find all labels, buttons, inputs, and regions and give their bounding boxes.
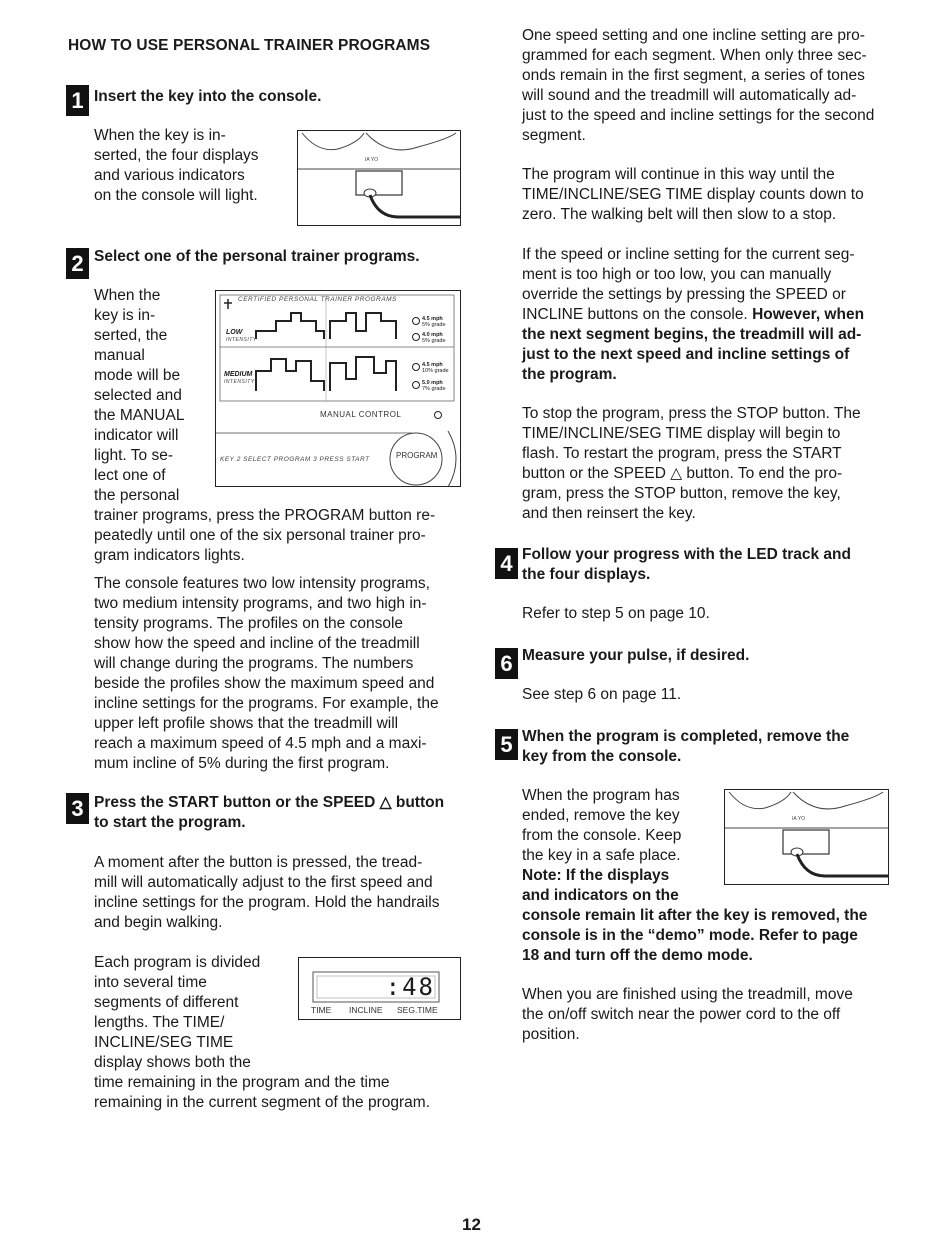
step-6-title: Measure your pulse, if desired. bbox=[522, 647, 750, 664]
page-heading: HOW TO USE PERSONAL TRAINER PROGRAMS bbox=[68, 37, 431, 54]
readout-3: 4.5 mph 10% grade bbox=[422, 362, 449, 374]
medium-label: MEDIUM bbox=[224, 371, 253, 378]
page-number: 12 bbox=[462, 1215, 481, 1234]
step-5-wrap-text: When the program has ended, remove the key from the console. Keep the key in a safe place. Note: If the displays and indicators on the bbox=[522, 787, 682, 904]
step-2-paragraph-2: The console features two low intensity programs, two medium intensity programs, and two high in- tensity programs. The profiles on the console show how the speed and incline of the treadmill will change during the programs. The numbers beside the profiles show the maximum speed and incline settings for the programs. For example, the upper left profile shows that the treadmill will reach a maximum speed of 4.5 mph and a maxi- mum incline of 5% during the first program. bbox=[94, 575, 439, 772]
low-intensity-label: INTENSITY bbox=[226, 337, 257, 343]
display-label-time: TIME bbox=[311, 1005, 332, 1015]
key-console-figure-2 bbox=[724, 789, 889, 885]
key-label-2: IA YO bbox=[792, 816, 805, 822]
right-paragraph-4: To stop the program, press the STOP button. The TIME/INCLINE/SEG TIME display will begin to flash. To restart the program, press the START button or the SPEED △ button. To end the pro- gram, press the STOP button, remove the key, and then reinsert the key. bbox=[522, 405, 861, 522]
step-4-text: Refer to step 5 on page 10. bbox=[522, 605, 710, 622]
step-1-text: When the key is in- serted, the four displays and various indicators on the console will light. bbox=[94, 127, 259, 204]
step-3-badge: 3 bbox=[66, 793, 89, 824]
key-hint-label: KEY 2 SELECT PROGRAM 3 PRESS START bbox=[220, 456, 370, 463]
key-illustration-2 bbox=[725, 790, 888, 884]
step-3-title: Press the START button or the SPEED △ button to start the program. bbox=[94, 794, 445, 831]
step-2-badge: 2 bbox=[66, 248, 89, 279]
step-4-title: Follow your progress with the LED track and the four displays. bbox=[522, 546, 851, 583]
readout-4: 5.0 mph 7% grade bbox=[422, 380, 446, 392]
low-label: LOW bbox=[226, 329, 243, 336]
step-2-continued-text: trainer programs, press the PROGRAM button re- peatedly until one of the six personal trainer pro- gram indicators lights. bbox=[94, 507, 436, 564]
step-4-badge: 4 bbox=[495, 548, 518, 579]
right-paragraph-2: The program will continue in this way until the TIME/INCLINE/SEG TIME display counts down to zero. The walking belt will then slow to a stop. bbox=[522, 166, 864, 223]
step-5-bold-note: console remain lit after the key is removed, the console is in the “demo” mode. Refer to page 18 and turn off the demo mode. bbox=[522, 907, 868, 964]
step-3-wrap-text: Each program is divided into several time segments of different lengths. The TIME/ INCLINE/SEG TIME display shows both the bbox=[94, 954, 261, 1071]
key-console-figure bbox=[297, 130, 461, 226]
time-display-figure bbox=[298, 957, 461, 1020]
right-paragraph-1: One speed setting and one incline setting are pro- grammed for each segment. When only three sec- onds remain in the first segment, a series of tones will sound and the treadmill will automatically ad- just to the speed and incline settings for the second segment. bbox=[522, 27, 875, 144]
medium-intensity-label: INTENSITY bbox=[224, 379, 255, 385]
right-paragraph-3: If the speed or incline setting for the current seg- ment is too high or too low, you can manually override the settings by pressing the SPEED or INCLINE buttons on the console. However, when the next segment begins, the treadmill will ad- just to the next speed and incline settings of the program. bbox=[522, 246, 865, 383]
display-label-seg-time: SEG.TIME bbox=[397, 1005, 438, 1015]
readout-1: 4.5 mph 5% grade bbox=[422, 316, 446, 328]
time-display-digits: :48 bbox=[385, 973, 435, 1001]
step-6-badge: 6 bbox=[495, 648, 518, 679]
step-5-title: When the program is completed, remove the key from the console. bbox=[522, 728, 850, 765]
step-2-title: Select one of the personal trainer programs. bbox=[94, 248, 420, 265]
step-3-paragraph-1: A moment after the button is pressed, the tread- mill will automatically adjust to the first speed and incline settings for the program. Hold the handrails and begin walking. bbox=[94, 854, 440, 931]
step-2-wrap-text: When the key is in- serted, the manual mode will be selected and the MANUAL indicator will light. To se- lect one of the personal bbox=[94, 287, 185, 504]
step-1-badge: 1 bbox=[66, 85, 89, 116]
console-header: CERTIFIED PERSONAL TRAINER PROGRAMS bbox=[238, 296, 397, 303]
console-figure bbox=[215, 290, 461, 487]
manual-control-label: MANUAL CONTROL bbox=[320, 410, 402, 419]
step-1-title: Insert the key into the console. bbox=[94, 88, 322, 105]
step-6-text: See step 6 on page 11. bbox=[522, 686, 682, 703]
step-5-badge: 5 bbox=[495, 729, 518, 760]
key-label: IA YO bbox=[365, 157, 378, 163]
display-label-incline: INCLINE bbox=[349, 1005, 383, 1015]
step-5-final-text: When you are finished using the treadmill, move the on/off switch near the power cord to the off position. bbox=[522, 986, 853, 1043]
program-button-label: PROGRAM bbox=[396, 451, 438, 460]
step-3-continued-text: time remaining in the program and the time remaining in the current segment of the program. bbox=[94, 1074, 431, 1111]
key-illustration bbox=[298, 131, 460, 225]
readout-2: 4.0 mph 5% grade bbox=[422, 332, 446, 344]
